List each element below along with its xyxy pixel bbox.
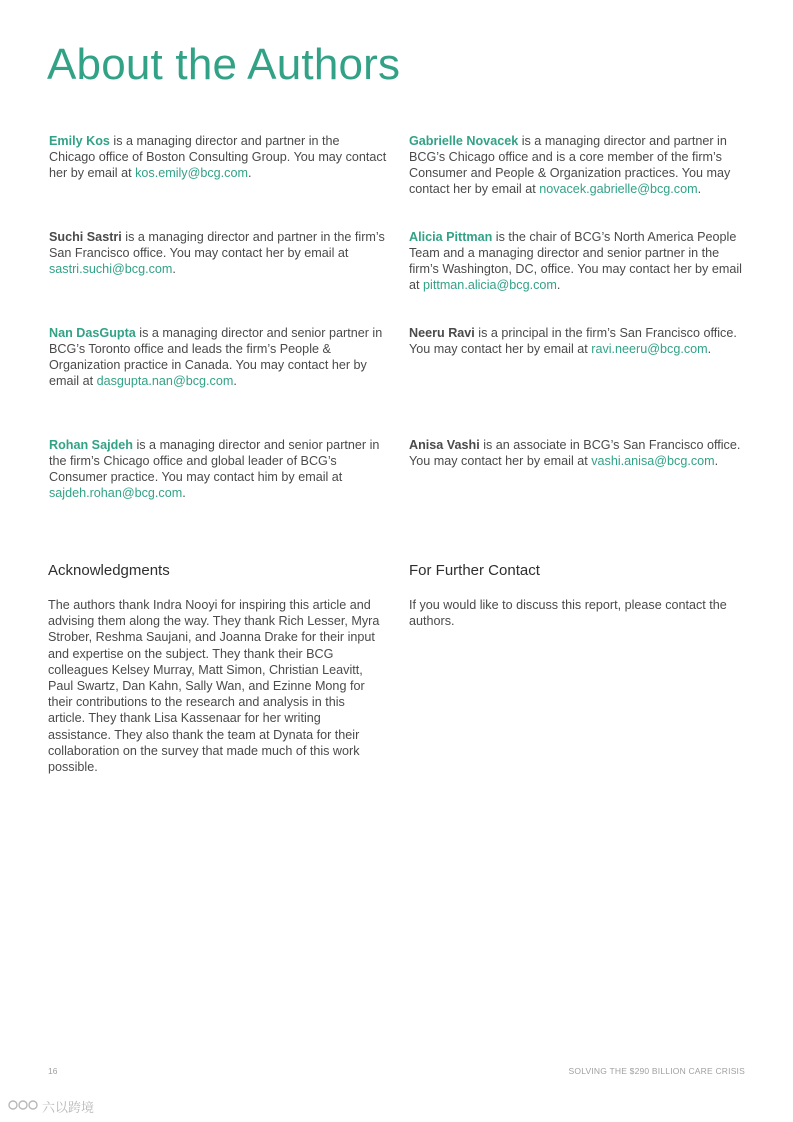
logo-icon: [8, 1098, 38, 1115]
author-email-link[interactable]: novacek.gabrielle@bcg.com: [539, 182, 698, 196]
author-description: is an associate in BCG’s San Francisco office. You may contact her by email at: [409, 438, 741, 468]
author-email-link[interactable]: kos.emily@bcg.com: [135, 166, 248, 180]
watermark: [8, 1097, 94, 1116]
author-name: Neeru Ravi: [409, 326, 475, 340]
author-email-link[interactable]: vashi.anisa@bcg.com: [591, 454, 715, 468]
author-bio-anisa-vashi: [409, 437, 749, 469]
author-name: Rohan Sajdeh: [49, 438, 133, 452]
acknowledgments-heading: Acknowledgments: [48, 562, 170, 579]
author-email-link[interactable]: sastri.suchi@bcg.com: [49, 262, 173, 276]
punctuation: .: [714, 454, 719, 468]
watermark-text: 六以跨境: [42, 1100, 95, 1115]
author-bio-neeru-ravi: [409, 325, 749, 357]
author-name: Alicia Pittman: [409, 230, 493, 244]
author-bio-emily-kos: [49, 133, 389, 181]
author-bio-rohan-sajdeh: [49, 437, 389, 501]
further-contact-text: If you would like to discuss this report, please contact the authors.: [409, 598, 727, 629]
author-bio-alicia-pittman: [409, 229, 749, 293]
author-email-link[interactable]: sajdeh.rohan@bcg.com: [49, 486, 183, 500]
further-contact-heading: For Further Contact: [409, 562, 540, 579]
author-bio-gabrielle-novacek: [409, 133, 749, 197]
punctuation: .: [182, 486, 186, 500]
author-description: is a managing director and partner in BCG’s Chicago office and is a core member of the firm’s Consumer and People & Organization practices. You may contact her by email at: [409, 134, 731, 196]
author-description: is a managing director and senior partner in BCG’s Toronto office and leads the firm’s People & Organization practice in Canada. You may contact her by email at: [49, 326, 383, 388]
author-description: is a managing director and partner in the firm’s San Francisco office. You may contact her by email at: [49, 230, 385, 260]
punctuation: .: [233, 374, 237, 388]
author-bio-nan-dasgupta: [49, 325, 389, 389]
punctuation: .: [172, 262, 176, 276]
author-description: is a managing director and senior partner in the firm’s Chicago office and global leader of BCG’s Consumer practice. You may contact him by email at: [49, 438, 380, 484]
author-name: Gabrielle Novacek: [409, 134, 519, 148]
punctuation: .: [247, 166, 252, 180]
author-description: is a principal in the firm’s San Francisco office. You may contact her by email at: [409, 326, 737, 356]
acknowledgments-text: The authors thank Indra Nooyi for inspiring this article and advising them along the way. They thank Rich Lesser, Myra Strober, Reshma Saujani, and Joanna Drake for their input and expertise on the subject. They thank their BCG colleagues Kelsey Murray, Matt Simon, Christian Leavitt, Paul Swartz, Dan Kahn, Sally Wan, and Ezinne Mong for their contributions to the research and analysis in this article. They thank Lisa Kassenaar for her writing assistance. They also thank the team at Dynata for their collaboration on the survey that made much of this work possible.: [48, 598, 380, 775]
punctuation: .: [707, 342, 712, 356]
author-bio-suchi-sastri: [49, 229, 389, 277]
author-email-link[interactable]: ravi.neeru@bcg.com: [591, 342, 708, 356]
author-name: Emily Kos: [49, 134, 110, 148]
author-name: Suchi Sastri: [49, 230, 122, 244]
running-title: SOLVING THE $290 BILLION CARE CRISIS: [568, 1066, 745, 1076]
page-title: About the Authors: [47, 40, 401, 89]
author-name: Anisa Vashi: [409, 438, 480, 452]
punctuation: .: [556, 278, 561, 292]
author-email-link[interactable]: pittman.alicia@bcg.com: [423, 278, 557, 292]
author-description: is a managing director and partner in the Chicago office of Boston Consulting Group. You may contact her by email at: [49, 134, 387, 180]
punctuation: .: [697, 182, 702, 196]
author-name: Nan DasGupta: [49, 326, 136, 340]
author-description: is the chair of BCG’s North America People Team and a managing director and senior partner in the firm’s Washington, DC, office. You may contact her by email at: [409, 230, 742, 292]
author-email-link[interactable]: dasgupta.nan@bcg.com: [96, 374, 234, 388]
page-number: 16: [48, 1066, 58, 1076]
